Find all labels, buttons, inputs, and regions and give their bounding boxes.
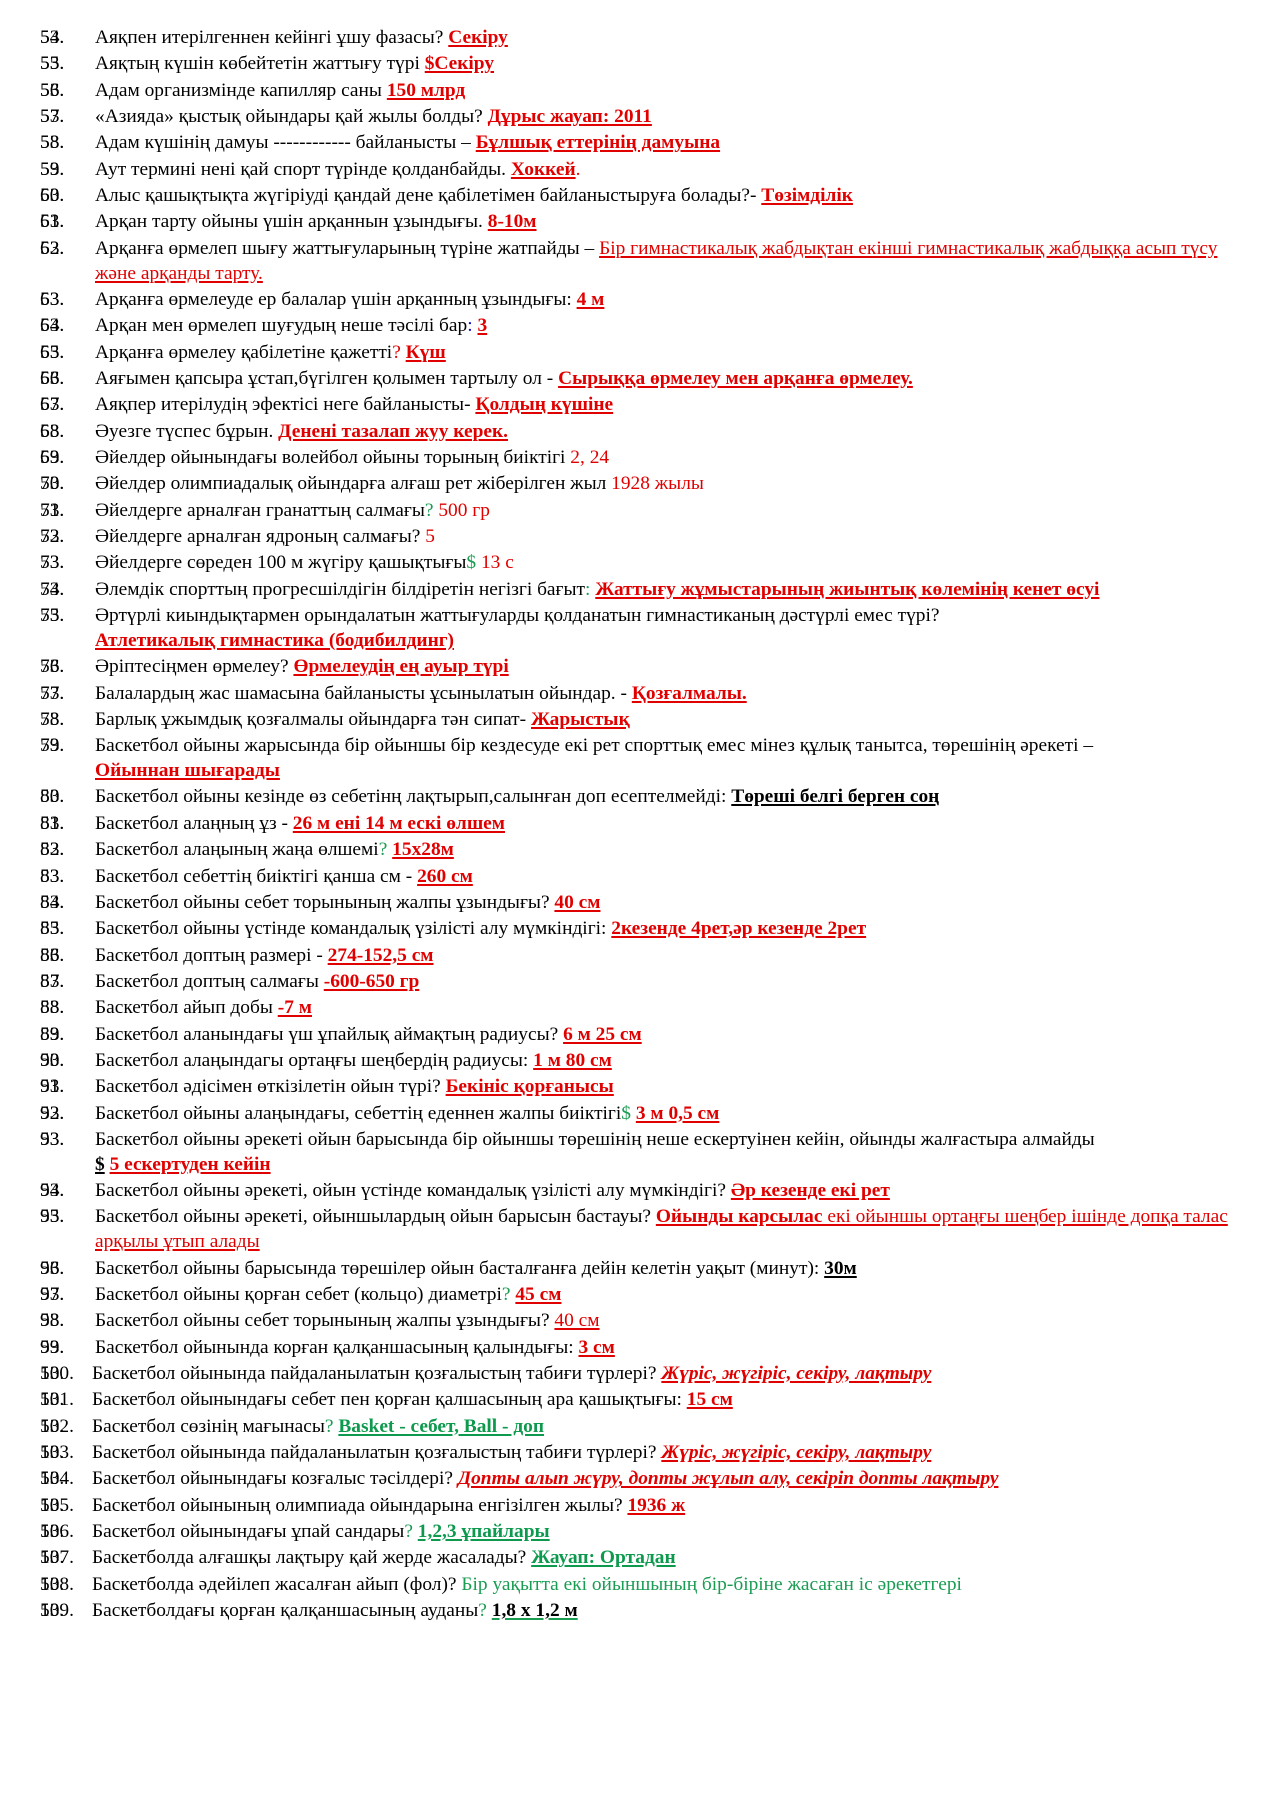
item-number: 104.	[40, 1468, 74, 1490]
item-body	[95, 526, 435, 547]
item-number: 78.	[40, 708, 65, 730]
item-number: 93.	[40, 1128, 65, 1150]
answer-text: Дұрыс жауап: 2011	[487, 106, 652, 128]
qa-item	[40, 472, 1233, 497]
item-body	[95, 53, 494, 74]
answer-text: 1928 жылы	[611, 473, 704, 495]
qa-item	[40, 1102, 1233, 1127]
item-number: 91.	[40, 1076, 65, 1098]
qa-item	[40, 891, 1233, 916]
item-number: 86.	[40, 944, 65, 966]
item-body	[95, 1337, 615, 1358]
item-body	[95, 813, 505, 834]
answer-marker: ?	[378, 839, 388, 861]
answer-text: 4 м	[576, 288, 605, 310]
item-body	[92, 1442, 931, 1463]
question-colon: :	[467, 315, 478, 337]
answer-text: Жаттығу жұмыстарының жиынтық көлемінің кенет өсуі	[595, 578, 1100, 600]
answer-text: 15х28м	[392, 839, 454, 861]
question-text: Аяқпер итерілудің эфектісі неге байланысты-	[95, 394, 471, 416]
item-number: 102.	[40, 1415, 74, 1437]
answer-text: 274-152,5 см	[327, 944, 434, 966]
item-body	[95, 683, 747, 704]
item-number: 61.	[40, 211, 65, 233]
answer-text: Қолдың күшіне	[475, 394, 614, 416]
question-text: Баскетбол ойыны себет торынының жалпы ұзындығы?	[95, 1310, 550, 1332]
answer-text: Өрмелеудің ең ауыр түрі	[293, 656, 509, 678]
item-number: 99.	[40, 1336, 65, 1358]
question-text: Әріптесіңмен өрмелеу?	[95, 656, 289, 678]
item-body	[95, 1206, 1228, 1252]
question-text: Баскетбол алаңның ұз -	[95, 812, 288, 834]
item-body	[95, 1284, 561, 1305]
qa-item	[40, 1573, 1233, 1598]
answer-text: Атлетикалық гимнастика (бодибилдинг)	[95, 629, 454, 651]
question-text: Әлемдік спорттың прогресшілдігін білдіретін негізгі бағыт	[95, 578, 585, 600]
question-text: Әйелдерге арналған гранаттың салмағы	[95, 499, 425, 521]
answer-line	[95, 760, 280, 781]
item-number: 70.	[40, 473, 65, 495]
item-body	[95, 866, 473, 887]
item-body	[95, 1024, 642, 1045]
item-body	[95, 1129, 1095, 1150]
answer-text: Денені тазалап жуу керек.	[278, 420, 509, 442]
item-body	[95, 997, 312, 1018]
item-number: 82.	[40, 839, 65, 861]
question-text: Арқанға өрмелеу қабілетіне қажетті	[95, 341, 393, 363]
item-number: 109.	[40, 1600, 74, 1622]
question-text: Баскетбол доптың размері -	[95, 944, 323, 966]
qa-item	[40, 393, 1233, 418]
question-text: Баскетбол ойыны себет торынының жалпы ұзындығы?	[95, 891, 550, 913]
question-text: Әйелдерге арналған ядроның салмағы?	[95, 526, 421, 548]
question-text: Адам күшінің дамуы ------------ байланысты –	[95, 132, 471, 154]
question-text: Баскетбол ойынының олимпиада ойындарына енгізілген жылы?	[92, 1494, 623, 1516]
item-number: 89.	[40, 1023, 65, 1045]
answer-text: 40 см	[554, 891, 601, 913]
qa-item	[40, 420, 1233, 445]
item-number: 55.	[40, 53, 65, 75]
answer-line	[95, 630, 454, 651]
answer-text: Жүріс, жүгіріс, секіру, лақтыру	[661, 1442, 932, 1464]
item-body	[95, 892, 600, 913]
answer-text: 8-10м	[487, 211, 537, 233]
qa-item	[40, 1599, 1233, 1624]
qa-item	[40, 1336, 1233, 1361]
question-text: Әуезге түспес бұрын.	[95, 420, 274, 442]
item-body	[95, 579, 1099, 600]
answer-text: Бұлшық еттерінің дамуына	[475, 132, 721, 154]
item-body	[95, 1050, 612, 1071]
item-body	[95, 473, 704, 494]
answer-text: 2кезенде 4рет,әр кезенде 2рет	[611, 918, 867, 940]
item-number: 60.	[40, 185, 65, 207]
answer-text: 260 см	[417, 865, 473, 887]
item-body	[95, 342, 446, 363]
question-text: Баскетбол ойыны кезінде өз себетінң лақтырып,салынған доп есептелмейді:	[95, 786, 727, 808]
answer-text: 45 см	[515, 1284, 562, 1305]
question-text: Әртүрлі киындықтармен орындалатын жаттығуларды қолданатын гимнастиканың дәстүрлі емес түрі?	[95, 605, 940, 627]
answer-text: 150 млрд	[386, 79, 466, 101]
qa-item	[40, 314, 1233, 339]
qa-item	[40, 1494, 1233, 1519]
qa-item	[40, 158, 1233, 183]
qa-item	[40, 1362, 1233, 1387]
qa-item	[40, 446, 1233, 471]
question-text: Баскетбол ойыны үстінде командалық үзілісті алу мүмкіндігі:	[95, 918, 607, 940]
answer-text: 1,2,3 ұпайлары	[417, 1521, 550, 1543]
item-body	[92, 1389, 733, 1410]
item-body	[95, 918, 866, 939]
item-body	[95, 500, 490, 521]
item-body	[95, 159, 580, 180]
answer-text: 1,8 х 1,2 м	[491, 1600, 578, 1622]
item-body	[95, 106, 652, 127]
qa-item	[40, 1388, 1233, 1413]
question-mark: ?	[392, 341, 406, 363]
answer-text: Төзімділік	[761, 185, 853, 207]
item-body	[95, 27, 508, 48]
question-text: Аяқпен итерілгеннен кейінгі ұшу фазасы?	[95, 27, 444, 48]
qa-item	[40, 1309, 1233, 1334]
item-number: 108.	[40, 1573, 74, 1595]
item-body	[95, 238, 1217, 284]
qa-item	[40, 1283, 1233, 1308]
qa-item	[40, 655, 1233, 680]
item-number: 88.	[40, 997, 65, 1019]
item-body	[95, 1180, 890, 1201]
question-text: Алыс қашықтықта жүгіріуді қандай дене қабілетімен байланыстыруға болады?-	[95, 185, 757, 207]
answer-text: Әр кезенде екі рет	[730, 1180, 890, 1202]
answer-text: екі ойыншы ортаңғы шеңбер ішінде допқа талас арқылы ұтып алады	[95, 1206, 1228, 1253]
qa-item	[40, 184, 1233, 209]
item-number: 100.	[40, 1363, 74, 1385]
answer-text: 26 м ені 14 м ескі өлшем	[292, 812, 505, 834]
qa-item	[40, 1179, 1233, 1204]
item-body	[95, 421, 508, 442]
item-body	[92, 1574, 962, 1595]
item-number: 71.	[40, 499, 65, 521]
qa-item	[40, 551, 1233, 576]
qa-item	[40, 1467, 1233, 1492]
question-text: Баскетбол аланындағы үш ұпайлық аймақтың радиусы?	[95, 1023, 559, 1045]
question-text: Баскетбол сөзінің мағынасы	[92, 1415, 325, 1437]
item-body	[95, 971, 419, 992]
item-body	[95, 1258, 857, 1279]
question-text: Баскетбол ойынында пайдаланылатын қозғалыстың табиғи түрлері?	[92, 1363, 657, 1385]
question-text: Әйелдерге сөреден 100 м жүгіру қашықтығы	[95, 552, 467, 574]
answer-line	[95, 1154, 271, 1175]
item-number: 83.	[40, 865, 65, 887]
answer-text: 3 м 0,5 см	[635, 1102, 720, 1124]
qa-item	[40, 1023, 1233, 1048]
item-body	[95, 132, 720, 153]
item-number: 94.	[40, 1180, 65, 1202]
question-text: Баскетбол ойыны әрекеті, ойын үстінде командалық үзілісті алу мүмкіндігі?	[95, 1180, 726, 1202]
item-number: 96.	[40, 1257, 65, 1279]
qa-item	[40, 838, 1233, 863]
item-body	[95, 211, 537, 232]
question-text: Баскетбол ойыны әрекеті, ойыншылардың ойын барысын бастауы?	[95, 1206, 651, 1228]
question-text: Баскетбол ойынындағы себет пен қорған қалшасының ара қашықтығы:	[92, 1389, 682, 1411]
item-number: 76.	[40, 656, 65, 678]
qa-item	[40, 682, 1233, 707]
question-text: Аут термині нені қай спорт түрінде қолданбайды.	[95, 158, 507, 180]
answer-marker: :	[585, 578, 591, 600]
answer-text: -7 м	[277, 997, 312, 1019]
answer-text: 5	[425, 526, 435, 548]
item-number: 72.	[40, 526, 65, 548]
question-text: Әйелдер ойынындағы волейбол ойыны торының биіктігі	[95, 447, 566, 468]
item-body	[95, 394, 613, 415]
item-number: 58.	[40, 132, 65, 154]
item-number: 59.	[40, 158, 65, 180]
answer-text: Күш	[405, 341, 446, 363]
answer-text: Секіру	[448, 27, 508, 48]
question-text: Баскетбол ойыны жарысында бір ойыншы бір кездесуде екі рет спорттық емес мінез құлық танытса, төрешінің әрекеті –	[95, 735, 1094, 757]
qa-item	[40, 604, 1233, 654]
qa-item	[40, 52, 1233, 77]
qa-item	[40, 341, 1233, 366]
item-body	[92, 1363, 931, 1384]
item-number: 101.	[40, 1389, 74, 1411]
answer-text: 1 м 80 см	[533, 1049, 612, 1071]
item-number: 65.	[40, 341, 65, 363]
question-text: Арқанға өрмелеп шығу жаттығуларының түріне жатпайды –	[95, 237, 595, 259]
answer-marker: ?	[424, 499, 434, 521]
item-number: 57.	[40, 106, 65, 128]
item-body	[95, 368, 913, 389]
item-number: 75.	[40, 605, 65, 627]
answer-text: Бекініс қорғанысы	[445, 1076, 614, 1098]
qa-item	[40, 1520, 1233, 1545]
answer-text: Хоккей	[510, 158, 576, 180]
question-text: Арқан мен өрмелеп шуғудың неше тәсілі бар	[95, 315, 468, 337]
qa-item	[40, 970, 1233, 995]
question-text: Баскетбол себеттің биіктігі қанша см -	[95, 865, 413, 887]
question-text: Барлық ұжымдық қозғалмалы ойындарға тән сипат-	[95, 708, 527, 730]
item-body	[95, 735, 1093, 756]
answer-text: Жауап: Ортадан	[531, 1547, 676, 1569]
item-body	[95, 315, 487, 336]
item-body	[92, 1547, 676, 1568]
qa-item	[40, 734, 1233, 784]
item-body	[92, 1521, 550, 1542]
item-number: 80.	[40, 786, 65, 808]
qa-item	[40, 1257, 1233, 1282]
qa-item	[40, 210, 1233, 235]
answer-text: 6 м 25 см	[563, 1023, 642, 1045]
qa-item	[40, 131, 1233, 156]
question-text: Арқанға өрмелеуде ер балалар үшін арқанның ұзындығы:	[95, 288, 572, 310]
item-body	[95, 786, 939, 807]
question-text: Баскетбол алаңындагы ортаңғы шеңбердің радиусы:	[95, 1049, 529, 1071]
qa-item	[40, 578, 1233, 603]
question-text: Балалардың жас шамасына байланысты ұсынылатын ойындар. -	[95, 682, 627, 704]
answer-marker: $	[95, 1153, 105, 1175]
item-number: 105.	[40, 1494, 74, 1516]
item-number: 103.	[40, 1442, 74, 1464]
qa-item	[40, 1128, 1233, 1178]
item-body	[95, 709, 630, 730]
item-body	[95, 1310, 600, 1331]
question-text: Баскетбол ойыны қорған себет (кольцо) диаметрі	[95, 1284, 502, 1305]
question-text: Баскетбол ойынында корған қалқаншасының қалындығы:	[95, 1336, 574, 1358]
answer-text-emphasis: Ойынды карсылас	[655, 1206, 823, 1228]
answer-text: Бір уақытта екі ойыншының бір-біріне жасаған іс әрекетгері	[461, 1573, 962, 1595]
answer-text: Бір гимнастикалық жабдықтан екінші гимнастикалық жабдыққа асып түсу және арқанды тарту.	[95, 237, 1218, 284]
qa-item	[40, 105, 1233, 130]
question-text: Баскетбол ойынындағы козғалыс тәсілдері?	[92, 1468, 453, 1490]
item-number: 84.	[40, 891, 65, 913]
answer-text: 5 ескертуден кейін	[109, 1153, 271, 1175]
item-body	[95, 656, 509, 677]
answer-text: Ойыннан шығарады	[95, 760, 280, 782]
answer-text: 15 см	[686, 1389, 733, 1411]
question-text: Баскетболда әдейілеп жасалған айып (фол)?	[92, 1573, 457, 1595]
item-number: 79.	[40, 735, 65, 757]
answer-marker: $	[466, 552, 477, 574]
answer-text: Қозғалмалы.	[631, 682, 747, 704]
item-number: 85.	[40, 918, 65, 940]
question-text: Баскетбол айып добы	[95, 997, 273, 1019]
question-text: Әйелдер олимпиадалық ойындарға алғаш рет жіберілген жыл	[95, 473, 607, 495]
item-number: 77.	[40, 682, 65, 704]
item-number: 81.	[40, 812, 65, 834]
qa-item	[40, 525, 1233, 550]
item-body	[95, 945, 434, 966]
answer-text: 2, 24	[570, 447, 610, 468]
question-text: Баскетбол алаңының жаңа өлшемі	[95, 839, 379, 861]
qa-item	[40, 917, 1233, 942]
question-text: Баскетболда алғашқы лақтыру қай жерде жасалады?	[92, 1547, 527, 1569]
question-text: Баскетбол ойыны алаңындағы, себеттің еденнен жалпы биіктігі	[95, 1102, 622, 1124]
answer-text: Төреші белгі берген соң	[731, 786, 940, 808]
qa-item	[40, 26, 1233, 51]
answer-text: 30м	[824, 1257, 857, 1279]
question-text: Баскетбол ойыны әрекеті ойын барысында бір ойыншы төрешінің неше ескертуінен кейін, ойынды жалғастыра алмайды	[95, 1128, 1095, 1150]
answer-text: 1936 ж	[627, 1494, 686, 1516]
item-number: 67.	[40, 394, 65, 416]
question-text: Адам организмінде капилляр саны	[95, 79, 382, 101]
item-body	[92, 1495, 685, 1516]
question-text: Аяғымен қапсыра ұстап,бүгілген қолымен тартылу ол -	[95, 367, 554, 389]
item-body	[95, 839, 454, 860]
item-body	[95, 1076, 614, 1097]
answer-text: Basket - себет, Ball - доп	[338, 1415, 545, 1437]
qa-item	[40, 996, 1233, 1021]
answer-marker: ?	[478, 1600, 487, 1622]
question-text: Баскетбол әдісімен өткізілетін ойын түрі?	[95, 1076, 441, 1098]
answer-text: $Секіру	[424, 53, 495, 75]
answer-marker: ?	[324, 1415, 334, 1437]
qa-item	[40, 1441, 1233, 1466]
question-text: Аяқтың күшін көбейтетін жаттығу түрі	[95, 53, 420, 75]
qa-item	[40, 79, 1233, 104]
item-body	[92, 1416, 544, 1437]
qa-item	[40, 1075, 1233, 1100]
question-text: Баскетболдағы қорған қалқаншасының ауданы	[92, 1600, 479, 1622]
answer-text: 500 гр	[438, 499, 490, 521]
answer-text: 13 с	[480, 552, 514, 574]
item-number: 63.	[40, 288, 65, 310]
answer-text: 3 см	[578, 1336, 615, 1358]
qa-item	[40, 499, 1233, 524]
item-number: 106.	[40, 1521, 74, 1543]
question-text: Баскетбол ойыны барысында төрешілер ойын басталғанға дейін келетін уақыт (минут):	[95, 1257, 820, 1279]
item-number: 98.	[40, 1310, 65, 1332]
qa-item	[40, 785, 1233, 810]
item-number: 92.	[40, 1102, 65, 1124]
item-number: 56.	[40, 79, 65, 101]
item-body	[95, 185, 853, 206]
question-text: Арқан тарту ойыны үшін арқаннын ұзындығы.	[95, 211, 483, 233]
qa-item	[40, 1415, 1233, 1440]
qa-item	[40, 812, 1233, 837]
answer-text: 40 см	[554, 1310, 600, 1332]
qa-item	[40, 708, 1233, 733]
item-number: 74.	[40, 578, 65, 600]
item-body	[95, 1103, 719, 1124]
question-text: Баскетбол ойынында пайдаланылатын қозғалыстың табиғи түрлері?	[92, 1442, 657, 1464]
answer-text: Жүріс, жүгіріс, секіру, лақтыру	[661, 1363, 932, 1385]
answer-text: Жарыстық	[530, 708, 630, 730]
qa-item	[40, 1546, 1233, 1571]
question-answer-list	[40, 26, 1233, 1624]
item-body	[95, 447, 609, 468]
answer-marker: ?	[501, 1284, 511, 1305]
item-number: 62.	[40, 237, 65, 259]
answer-text: -600-650 гр	[323, 970, 420, 992]
question-text: «Азияда» қыстық ойындары қай жылы болды?	[95, 106, 483, 128]
item-number: 73.	[40, 552, 65, 574]
item-number: 90.	[40, 1049, 65, 1071]
qa-item	[40, 1049, 1233, 1074]
qa-item	[40, 1205, 1233, 1255]
item-number: 66.	[40, 367, 65, 389]
item-number: 68.	[40, 420, 65, 442]
item-number: 64.	[40, 315, 65, 337]
answer-text: Сырыққа өрмелеу мен арқанға өрмелеу.	[558, 367, 913, 389]
item-body	[95, 605, 940, 626]
question-text: Баскетбол ойынындағы ұпай сандары	[92, 1521, 405, 1543]
answer-marker: $	[621, 1102, 631, 1124]
qa-item	[40, 288, 1233, 313]
qa-item	[40, 865, 1233, 890]
item-body	[92, 1600, 578, 1621]
item-number: 107.	[40, 1547, 74, 1569]
qa-item	[40, 367, 1233, 392]
item-body	[95, 80, 465, 101]
item-number: 54.	[40, 27, 65, 48]
item-number: 69.	[40, 447, 65, 468]
qa-item	[40, 237, 1233, 287]
answer-marker: ?	[404, 1521, 413, 1543]
answer-tail: .	[575, 158, 581, 180]
answer-text: 3	[477, 315, 488, 337]
question-text: Баскетбол доптың салмағы	[95, 970, 319, 992]
item-body	[92, 1468, 998, 1489]
answer-text: Допты алып жүру, допты жұлып алу, секіріп допты лақтыру	[457, 1468, 999, 1490]
qa-item	[40, 944, 1233, 969]
item-number: 87.	[40, 970, 65, 992]
item-body	[95, 289, 604, 310]
item-body	[95, 552, 514, 573]
item-number: 97.	[40, 1284, 65, 1305]
item-number: 95.	[40, 1206, 65, 1228]
